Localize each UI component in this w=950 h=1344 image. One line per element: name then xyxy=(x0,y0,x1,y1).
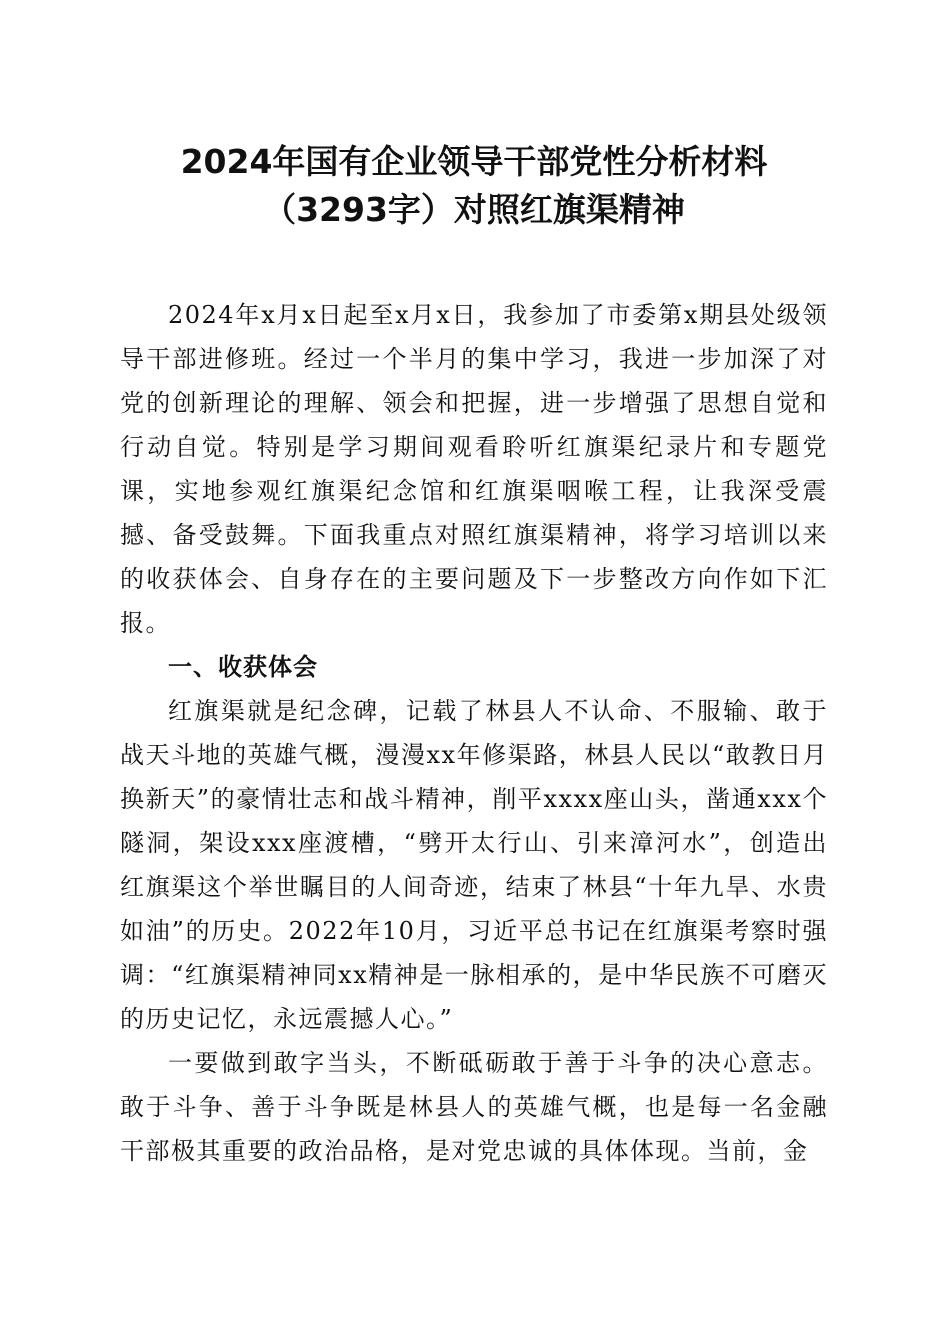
title-line-1: 2024年国有企业领导干部党性分析材料 xyxy=(180,142,768,181)
document-page xyxy=(120,138,828,1173)
body-paragraph: 红旗渠就是纪念碑，记载了林县人不认命、不服输、敢于战天斗地的英雄气概，漫漫xx年修渠路，林县人民以“敢教日月换新天”的豪情壮志和战斗精神，削平xxxx座山头，凿通xxx个隧洞，架设xxx座渡槽，“劈开太行山、引来漳河水”，创造出红旗渠这个举世瞩目的人间奇迹，结束了林县“十年九旱、水贵如油”的历史。2022年10月，习近平总书记在红旗渠考察时强调：“红旗渠精神同xx精神是一脉相承的，是中华民族不可磨灭的历史记忆，永远震撼人心。” xyxy=(120,697,828,1033)
intro-paragraph: 2024年x月x日起至x月x日，我参加了市委第x期县处级领导干部进修班。经过一个半月的集中学习，我进一步加深了对党的创新理论的理解、领会和把握，进一步增强了思想自觉和行动自觉。特别是学习期间观看聆听红旗渠纪录片和专题党课，实地参观红旗渠纪念馆和红旗渠咽喉工程，让我深受震撼、备受鼓舞。下面我重点对照红旗渠精神，将学习培训以来的收获体会、自身存在的主要问题及下一步整改方向作如下汇报。 xyxy=(120,301,828,637)
section-heading: 一、收获体会 xyxy=(168,653,318,681)
title-line-2: （3293字）对照红旗渠精神 xyxy=(263,190,685,229)
body-paragraph: 一要做到敢字当头，不断砥砺敢于善于斗争的决心意志。敢于斗争、善于斗争既是林县人的英雄气概，也是每一名金融干部极其重要的政治品格，是对党忠诚的具体体现。当前，金 xyxy=(120,1049,828,1165)
document-title xyxy=(120,138,828,234)
document-body xyxy=(120,293,828,1173)
